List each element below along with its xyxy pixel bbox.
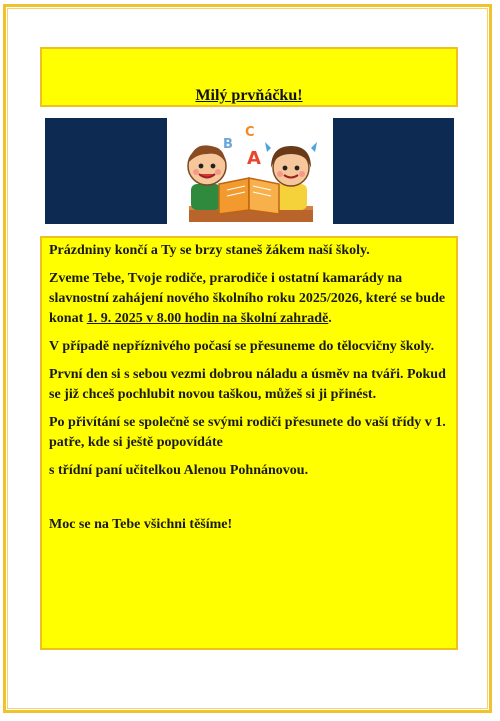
letter-c: C	[245, 125, 255, 140]
letter-a: A	[247, 148, 261, 169]
paragraph-welcome: Po přivítání se společně se svými rodiči přesunete do vaší třídy v 1. patře, kde si ještě popovídáte	[49, 415, 446, 450]
children-reading-book-icon	[167, 118, 333, 224]
paragraph-first-day: První den si s sebou vezmi dobrou náladu a úsměv na tváři. Pokud se již chceš pochlubit novou taškou, můžeš si ji přinést.	[49, 367, 446, 402]
paragraph-invitation	[49, 269, 450, 329]
date-place: 1. 9. 2025 v 8.00 hodin na školní zahradě	[86, 311, 329, 326]
invitation-text: Zveme Tebe, Tvoje rodiče, prarodiče i ostatní kamarády na slavnostní zahájení nového školního roku 2025/2026, které se bude konat	[49, 271, 446, 326]
paragraph-teacher: s třídní paní učitelkou Alenou Pohnánovou.	[49, 463, 309, 478]
invitation-text-box	[40, 236, 458, 650]
paragraph-weather: V případě nepříznivého počasí se přesuneme do tělocvičny školy.	[49, 339, 435, 354]
illustration-banner	[45, 118, 454, 224]
paragraph-intro: Prázdniny končí a Ty se brzy staneš žákem naší školy.	[49, 243, 370, 258]
paragraph-closing: Moc se na Tebe všichni těšíme!	[49, 517, 233, 532]
title-box	[40, 47, 458, 107]
page-title: Milý prvňáčku!	[195, 87, 303, 104]
letter-b: B	[223, 137, 233, 152]
invitation-end: .	[328, 311, 332, 326]
illustration-panel	[167, 118, 333, 224]
